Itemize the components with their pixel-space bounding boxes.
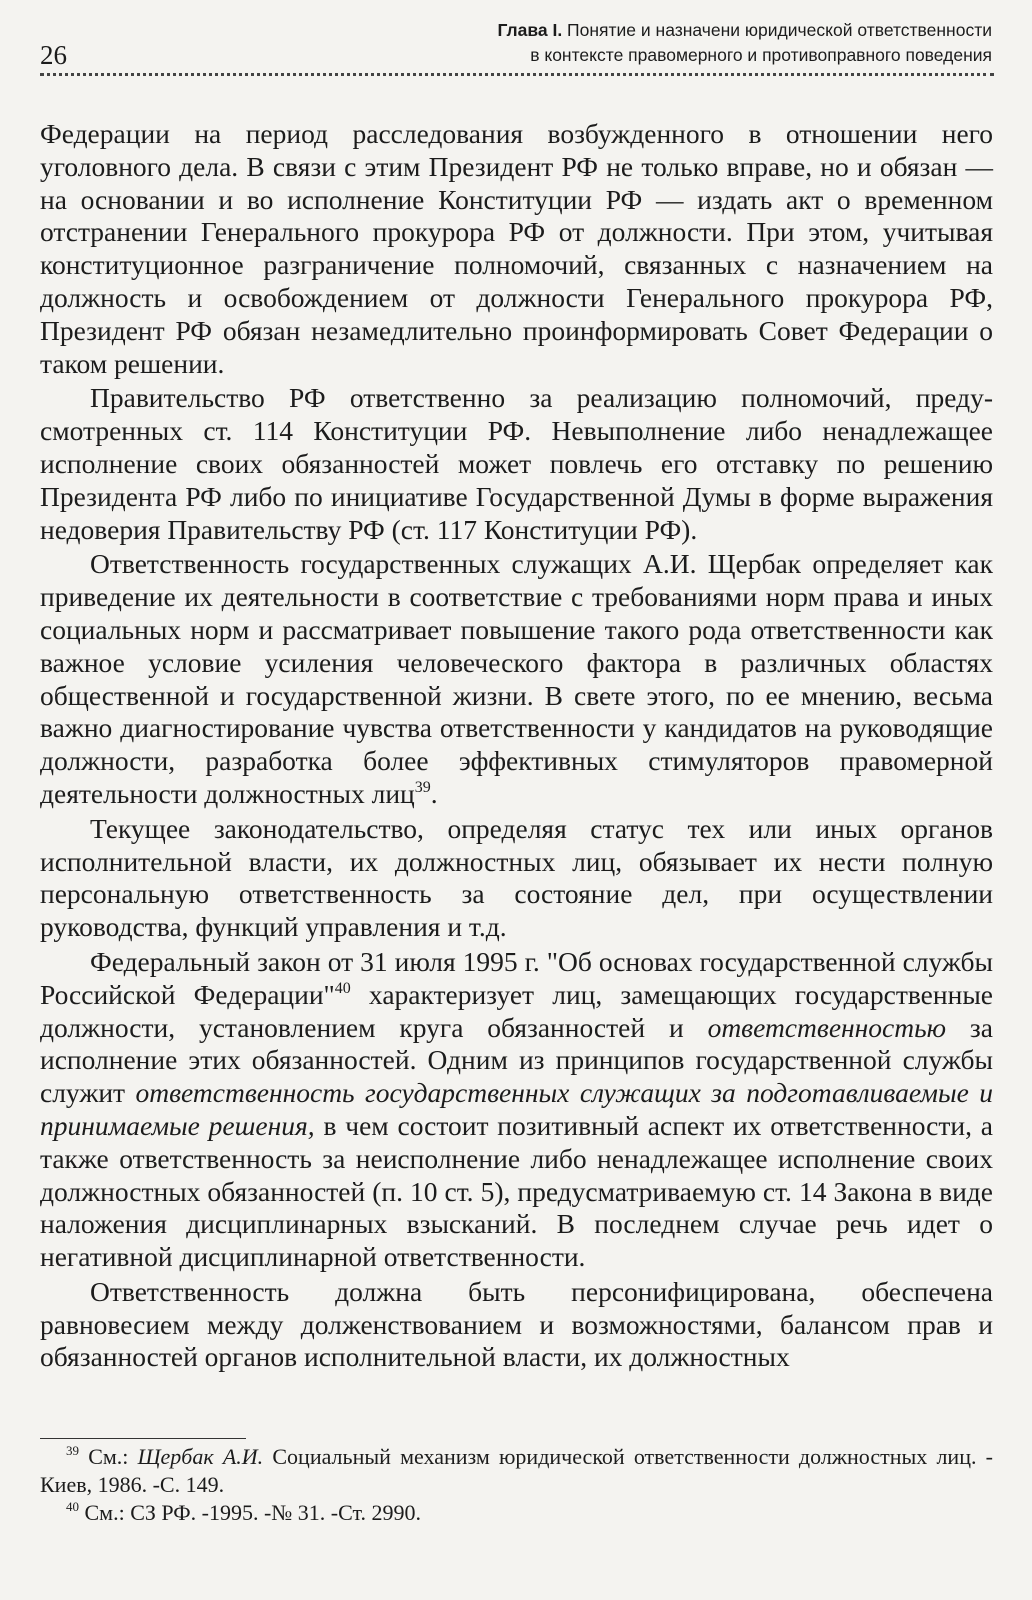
paragraph bbox=[40, 118, 993, 380]
text-run: Ответственность государственных служащих А.И. Щербак определяет как приведение их деятельности в соответствие с требованиями норм права и иных социальных норм и рассматривает повышение такого рода ответственности как важное условие усиления человеческого фактора в различных областях общественной и государственной жизни. В свете этого, по ее мнению, весьма важно диагностирование чувства ответственности у кандидатов на руководящие должности, разработка более эффективных стимуляторов правомерной деятельности должностных лиц bbox=[40, 548, 993, 809]
footnotes bbox=[40, 1443, 993, 1527]
chapter-title: Понятие и назначени юридической ответственности bbox=[562, 20, 992, 40]
text-run: Правительство РФ ответственно за реализацию полномочий, предусмотренных ст. 114 Конституции РФ. Невыполнение либо ненадлежащее исполнение своих обязанностей может повлечь его отставку по решению Президента РФ либо по инициативе Государственной Думы в форме выражения недоверия Правительству РФ (ст. 117 Конституции РФ). bbox=[40, 382, 993, 545]
chapter-label: Глава I. bbox=[497, 20, 563, 40]
text-run: Социальный механизм юридической ответственности должностных лиц. - Киев, 1986. -С. 149. bbox=[40, 1444, 993, 1497]
footnote bbox=[40, 1443, 993, 1499]
footnote-ref: 40 bbox=[334, 979, 351, 997]
paragraph bbox=[40, 548, 993, 810]
footnote-ref: 39 bbox=[66, 1443, 79, 1458]
text-run: . bbox=[430, 777, 438, 809]
text-run: характеризует лиц, замещающих государственные должности, установлением круга обязанностей и bbox=[40, 978, 993, 1043]
running-header-line-1 bbox=[352, 18, 992, 43]
text-run: в чем состоит позитивный аспект их ответственности, а также ответственность за неисполнение либо ненадлежащее исполнение своих должностных обязанностей (п. 10 ст. 5), предусматриваемую ст. 14 Закона в виде наложения дисциплинарных взысканий. В последнем случае речь идет о негативной дисциплинарной ответственности. bbox=[40, 1109, 993, 1273]
footnote bbox=[40, 1499, 993, 1527]
paragraph bbox=[40, 813, 993, 944]
text-run: Федерации на период расследования возбужденного в отношении него уголовного дела. В связи с этим Президент РФ не только вправе, но и обязан — на основании и во исполнение Конституции РФ — издать акт о временном отстранении Генерального прокурора РФ от должности. При этом, учитывая конституционное разграничение полномочий, связанных с назначением на должность и освобождением от должности Генерального прокурора РФ, Президент РФ обязан незамедлительно проинформировать Совет Федерации о таком решении. bbox=[40, 118, 993, 379]
text-run: Текущее законодательство, определяя статус тех или иных органов исполнительной власти, их должностных лиц, обязывает их нести полную персональную ответственность за состояние дел, при осуществлении руководства, функций управления и т.д. bbox=[40, 812, 993, 943]
paragraph bbox=[40, 1276, 993, 1374]
text-run: Федеральный закон от 31 июля 1995 г. "Об основах государственной службы Российской Федерации" bbox=[40, 945, 993, 1010]
emphasis-text: ответственность государственных служащих за подготавливаемые и принимаемые решения, bbox=[40, 1077, 993, 1141]
paragraph bbox=[40, 382, 993, 546]
header-dotted-rule bbox=[40, 73, 994, 76]
footnote-ref: 39 bbox=[414, 778, 431, 796]
text-run: Ответственность должна быть персонифицирована, обеспечена равновесием между долженствованием и возможностями, балансом прав и обязанностей органов исполнительной власти, их должностных bbox=[40, 1275, 993, 1373]
footnote-separator bbox=[40, 1438, 246, 1439]
emphasis-text: Щербак А.И. bbox=[137, 1444, 264, 1469]
running-header-line-2: в контексте правомерного и противоправного поведения bbox=[530, 45, 992, 65]
text-run: См.: bbox=[79, 1444, 138, 1469]
body-text bbox=[40, 118, 993, 1376]
page-number: 26 bbox=[40, 40, 67, 70]
running-header bbox=[352, 18, 992, 68]
paragraph bbox=[40, 946, 993, 1274]
text-run: См.: СЗ РФ. -1995. -№ 31. -Ст. 2990. bbox=[79, 1500, 421, 1525]
emphasis-text: ответственностью bbox=[707, 1011, 947, 1043]
footnote-ref: 40 bbox=[66, 1499, 79, 1514]
text-run: за исполнение этих обязанностей. Одним из принципов государственной службы служит bbox=[40, 1011, 993, 1109]
